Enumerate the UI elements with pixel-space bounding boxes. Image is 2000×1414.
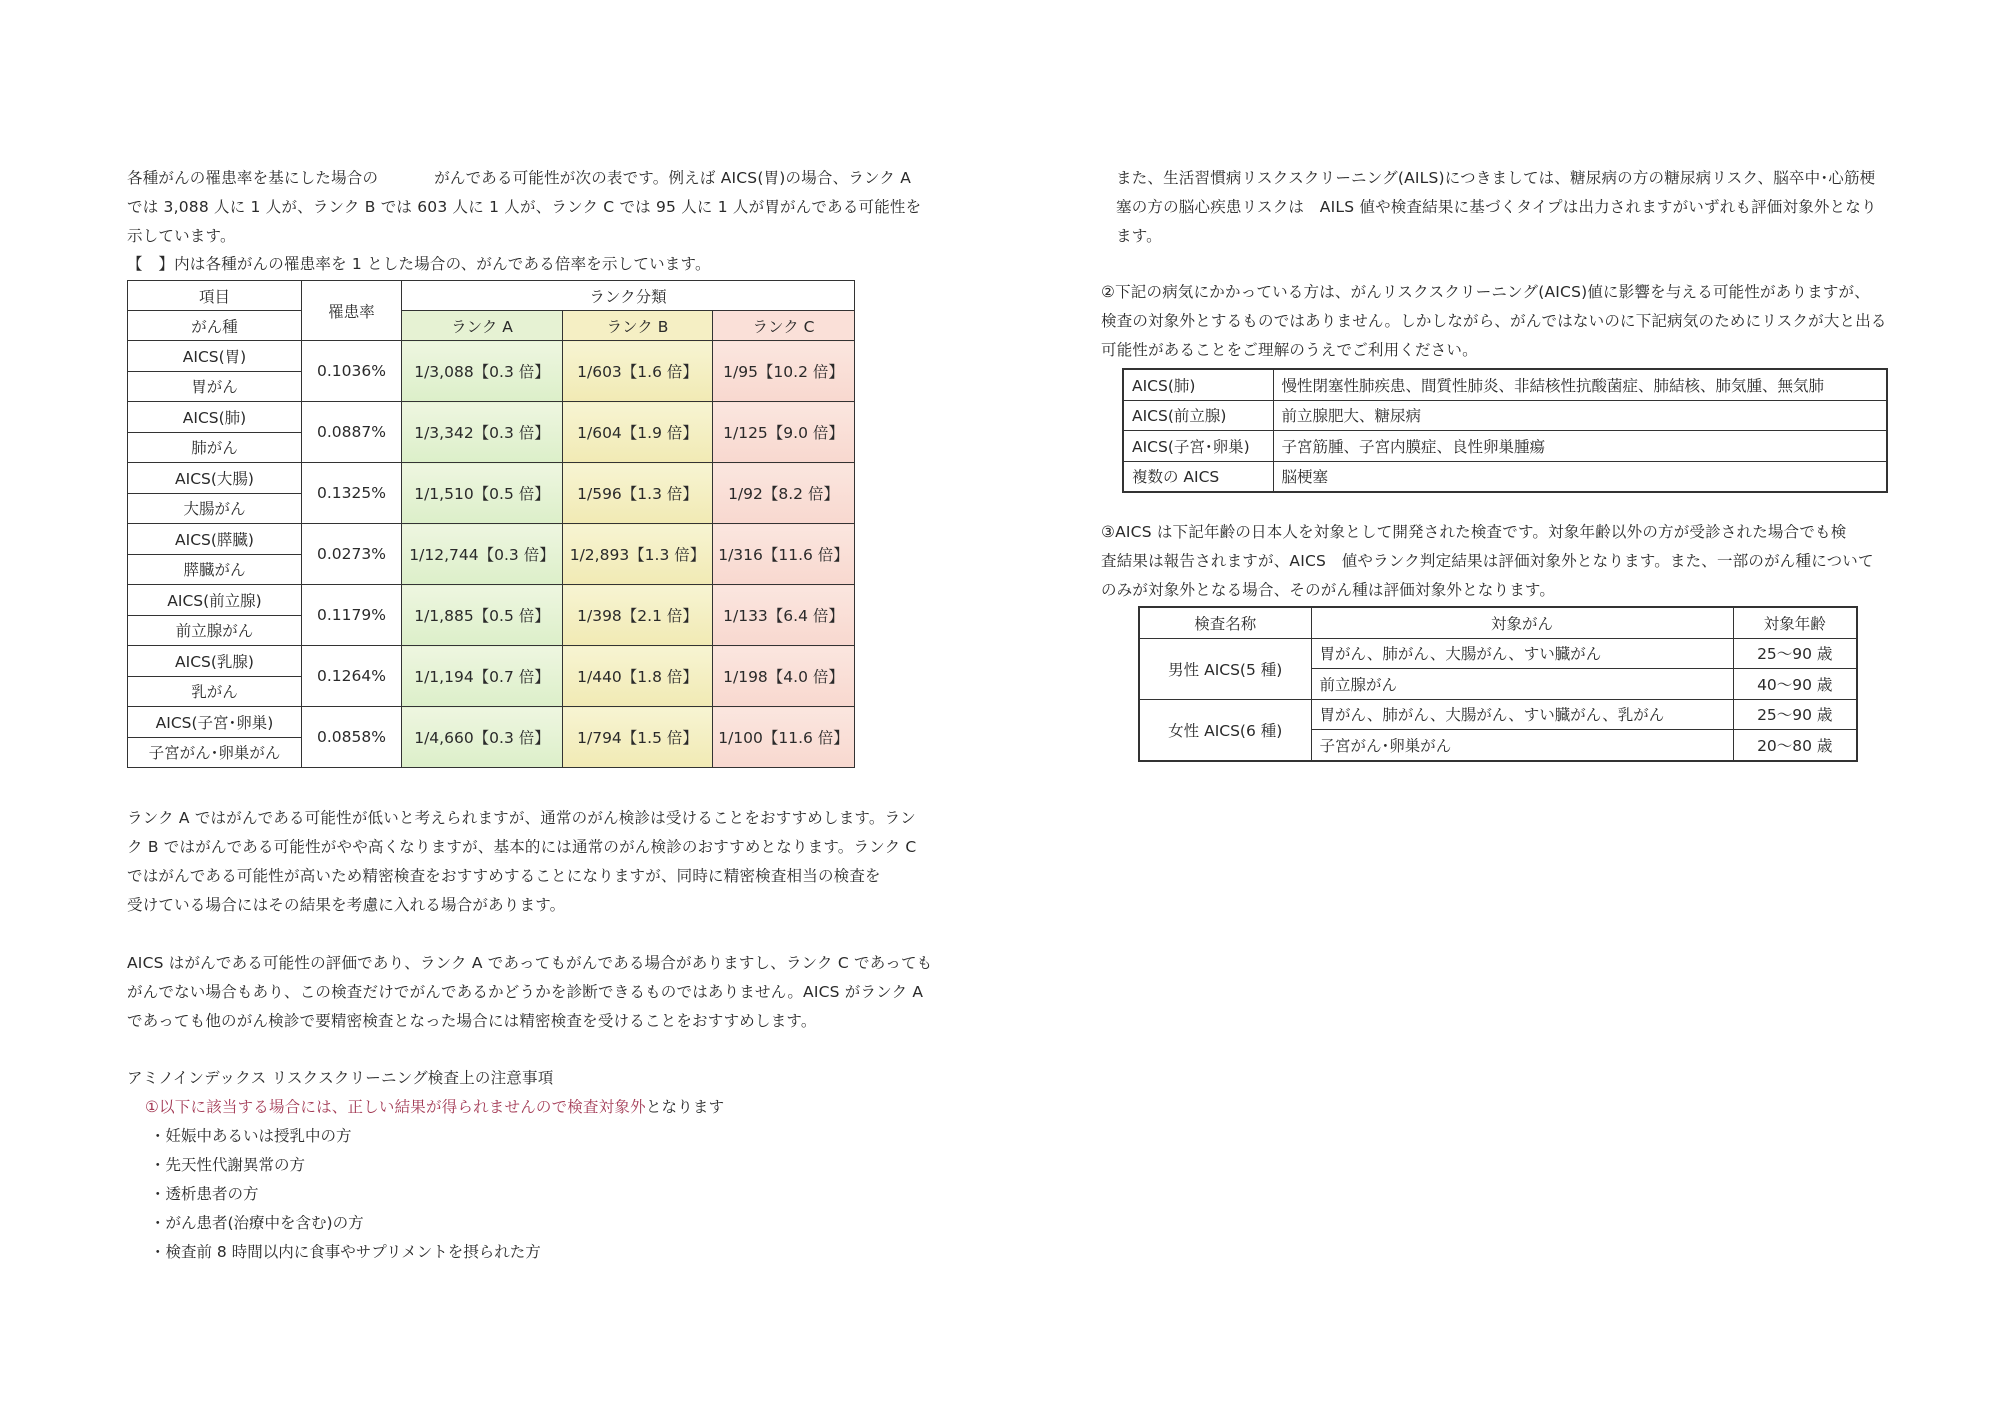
male-aics-name: 男性 AICS(5 種) (1139, 638, 1311, 699)
rank-cell-a: 1/12,744【0.3 倍】 (402, 524, 563, 585)
disease-cell-disease: 前立腺肥大、糖尿病 (1273, 400, 1887, 431)
rank-cell-test: AICS(胃) (128, 341, 302, 372)
rank-row-test (128, 463, 855, 494)
rank-cell-cancer: 前立腺がん (128, 615, 302, 646)
intro-line2: では 3,088 人に 1 人が、ランク B では 603 人に 1 人が、ランク C では 95 人に 1 人が胃がんである可能性を (127, 198, 922, 216)
disease-table-body (1123, 369, 1887, 492)
rank-cell-a: 1/1,885【0.5 倍】 (402, 585, 563, 646)
rank-cell-cancer: 子宮がん･卵巣がん (128, 737, 302, 768)
female-aics-name: 女性 AICS(6 種) (1139, 699, 1311, 761)
rank-cell-test: AICS(子宮･卵巣) (128, 707, 302, 738)
age-header-name: 検査名称 (1139, 607, 1311, 638)
male-target-1: 胃がん、肺がん、大腸がん、すい臓がん (1311, 638, 1733, 669)
male-age-2: 40～90 歳 (1733, 669, 1857, 700)
age-header-age: 対象年齢 (1733, 607, 1857, 638)
rank-cell-a: 1/3,342【0.3 倍】 (402, 402, 563, 463)
rank-cell-cancer: 胃がん (128, 371, 302, 402)
ails-note-line: また、生活習慣病リスクスクリーニング(AILS)につきましては、糖尿病の方の糖尿病リスク、脳卒中･心筋梗 (1116, 169, 1876, 187)
caution-list-item: ・がん患者(治療中を含む)の方 (150, 1214, 364, 1232)
rank-cell-cancer: 乳がん (128, 676, 302, 707)
disease-row (1123, 369, 1887, 400)
caution-list-item: ・検査前 8 時間以内に食事やサプリメントを摂られた方 (150, 1243, 541, 1261)
caution-item1 (145, 1093, 724, 1122)
caution-title: アミノインデックス リスクスクリーニング検査上の注意事項 (127, 1069, 554, 1087)
disease-row (1123, 431, 1887, 462)
rank-row-test (128, 585, 855, 616)
rank-cell-c: 1/92【8.2 倍】 (713, 463, 855, 524)
rank-cell-test: AICS(大腸) (128, 463, 302, 494)
rank-cell-c: 1/198【4.0 倍】 (713, 646, 855, 707)
rank-cell-c: 1/95【10.2 倍】 (713, 341, 855, 402)
rank-row-test (128, 402, 855, 433)
aics-note-line: AICS はがんである可能性の評価であり、ランク A であってもがんである場合がありますし、ランク C であっても (127, 954, 933, 972)
ails-note-line: ます。 (1116, 227, 1162, 245)
disease-cell-test: AICS(前立腺) (1123, 400, 1273, 431)
rank-cell-a: 1/1,510【0.5 倍】 (402, 463, 563, 524)
item3-paragraph (1101, 518, 1901, 605)
rank-cell-a: 1/1,194【0.7 倍】 (402, 646, 563, 707)
header-rank-c: ランク C (713, 311, 855, 341)
rank-cell-test: AICS(膵臓) (128, 524, 302, 555)
rank-cell-cancer: 大腸がん (128, 493, 302, 524)
disease-cell-disease: 慢性閉塞性肺疾患、間質性肺炎、非結核性抗酸菌症、肺結核、肺気腫、無気肺 (1273, 369, 1887, 400)
rank-cell-b: 1/2,893【1.3 倍】 (563, 524, 713, 585)
rank-cell-a: 1/4,660【0.3 倍】 (402, 707, 563, 768)
header-rank-a: ランク A (402, 311, 563, 341)
caution-list-item: ・妊娠中あるいは授乳中の方 (150, 1127, 352, 1145)
caution-list-item: ・先天性代謝異常の方 (150, 1156, 306, 1174)
disease-cell-test: AICS(子宮･卵巣) (1123, 431, 1273, 462)
disease-row (1123, 400, 1887, 431)
item2-line: ②下記の病気にかかっている方は、がんリスクスクリーニング(AICS)値に影響を与える可能性がありますが、 (1101, 283, 1870, 301)
rank-cell-a: 1/3,088【0.3 倍】 (402, 341, 563, 402)
female-age-2: 20～80 歳 (1733, 730, 1857, 761)
intro-paragraph (127, 164, 927, 251)
age-header-target: 対象がん (1311, 607, 1733, 638)
item2-paragraph (1101, 278, 1901, 365)
header-item: 項目 (128, 281, 302, 311)
male-target-2: 前立腺がん (1311, 669, 1733, 700)
rank-cell-rate: 0.1179% (302, 585, 402, 646)
item3-line: のみが対象外となる場合、そのがん種は評価対象外となります。 (1101, 581, 1556, 599)
ails-note (1116, 164, 1906, 251)
intro-line3: 示しています。 (127, 227, 236, 245)
intro-bracket-note: 【 】内は各種がんの罹患率を 1 とした場合の、がんである倍率を示しています。 (127, 255, 711, 273)
item3-line: 査結果は報告されますが、AICS 値やランク判定結果は評価対象外となります。また、一部のがん種について (1101, 552, 1874, 570)
rank-cell-c: 1/125【9.0 倍】 (713, 402, 855, 463)
rank-cell-b: 1/604【1.9 倍】 (563, 402, 713, 463)
rank-table (127, 280, 855, 768)
caution-list (150, 1122, 541, 1267)
rank-cell-rate: 0.0273% (302, 524, 402, 585)
disease-table (1122, 368, 1888, 493)
female-target-2: 子宮がん･卵巣がん (1311, 730, 1733, 761)
rank-cell-rate: 0.0858% (302, 707, 402, 768)
item2-line: 検査の対象外とするものではありません。しかしながら、がんではないのに下記病気のためにリスクが大と出る (1101, 312, 1887, 330)
rank-cell-b: 1/440【1.8 倍】 (563, 646, 713, 707)
rank-cell-cancer: 肺がん (128, 432, 302, 463)
rank-row-test (128, 646, 855, 677)
rank-row-test (128, 524, 855, 555)
rank-cell-c: 1/316【11.6 倍】 (713, 524, 855, 585)
caution-item1-tail: となります (645, 1098, 725, 1116)
rank-cell-rate: 0.1264% (302, 646, 402, 707)
disease-cell-disease: 脳梗塞 (1273, 461, 1887, 492)
rank-note-line: ク B ではがんである可能性がやや高くなりますが、基本的には通常のがん検診のおすすめとなります。ランク C (127, 838, 917, 856)
aics-note-line: であっても他のがん検診で要精密検査となった場合には精密検査を受けることをおすすめします。 (127, 1012, 817, 1030)
rank-note-line: ランク A ではがんである可能性が低いと考えられますが、通常のがん検診は受けることをおすすめします。ラン (127, 809, 916, 827)
rank-cell-test: AICS(乳腺) (128, 646, 302, 677)
female-age-1: 25～90 歳 (1733, 699, 1857, 730)
male-age-1: 25～90 歳 (1733, 638, 1857, 669)
rank-cell-c: 1/100【11.6 倍】 (713, 707, 855, 768)
rank-cell-test: AICS(前立腺) (128, 585, 302, 616)
rank-row-test (128, 707, 855, 738)
rank-note (127, 804, 937, 920)
rank-cell-b: 1/596【1.3 倍】 (563, 463, 713, 524)
rank-cell-c: 1/133【6.4 倍】 (713, 585, 855, 646)
item3-line: ③AICS は下記年齢の日本人を対象として開発された検査です。対象年齢以外の方が受診された場合でも検 (1101, 523, 1847, 541)
aics-note (127, 949, 937, 1036)
rank-cell-rate: 0.1325% (302, 463, 402, 524)
disease-cell-test: 複数の AICS (1123, 461, 1273, 492)
female-target-1: 胃がん、肺がん、大腸がん、すい臓がん、乳がん (1311, 699, 1733, 730)
header-rank-b: ランク B (563, 311, 713, 341)
intro-line1b: がんである可能性が次の表です。例えば AICS(胃)の場合、ランク A (434, 169, 912, 187)
header-incidence: 罹患率 (302, 281, 402, 341)
age-table (1138, 606, 1858, 762)
rank-cell-b: 1/794【1.5 倍】 (563, 707, 713, 768)
header-cancer-type: がん種 (128, 311, 302, 341)
rank-cell-b: 1/603【1.6 倍】 (563, 341, 713, 402)
rank-cell-rate: 0.1036% (302, 341, 402, 402)
header-rank-group: ランク分類 (402, 281, 855, 311)
item2-line: 可能性があることをご理解のうえでご利用ください。 (1101, 341, 1478, 359)
intro-line1a: 各種がんの罹患率を基にした場合の (127, 169, 379, 187)
ails-note-line: 塞の方の脳心疾患リスクは AILS 値や検査結果に基づくタイプは出力されますがいずれも評価対象外となり (1116, 198, 1877, 216)
disease-cell-test: AICS(肺) (1123, 369, 1273, 400)
rank-cell-rate: 0.0887% (302, 402, 402, 463)
rank-cell-b: 1/398【2.1 倍】 (563, 585, 713, 646)
aics-note-line: がんでない場合もあり、この検査だけでがんであるかどうかを診断できるものではありません。AICS がランク A (127, 983, 924, 1001)
disease-cell-disease: 子宮筋腫、子宮内膜症、良性卵巣腫瘍 (1273, 431, 1887, 462)
rank-note-line: 受けている場合にはその結果を考慮に入れる場合があります。 (127, 896, 566, 914)
rank-cell-cancer: 膵臓がん (128, 554, 302, 585)
caution-list-item: ・透析患者の方 (150, 1185, 259, 1203)
disease-row (1123, 461, 1887, 492)
caution-item1-red: ①以下に該当する場合には、正しい結果が得られませんので検査対象外 (145, 1098, 646, 1116)
rank-cell-test: AICS(肺) (128, 402, 302, 433)
rank-row-test (128, 341, 855, 372)
rank-note-line: ではがんである可能性が高いため精密検査をおすすめすることになりますが、同時に精密検査相当の検査を (127, 867, 881, 885)
rank-table-body (128, 341, 855, 768)
